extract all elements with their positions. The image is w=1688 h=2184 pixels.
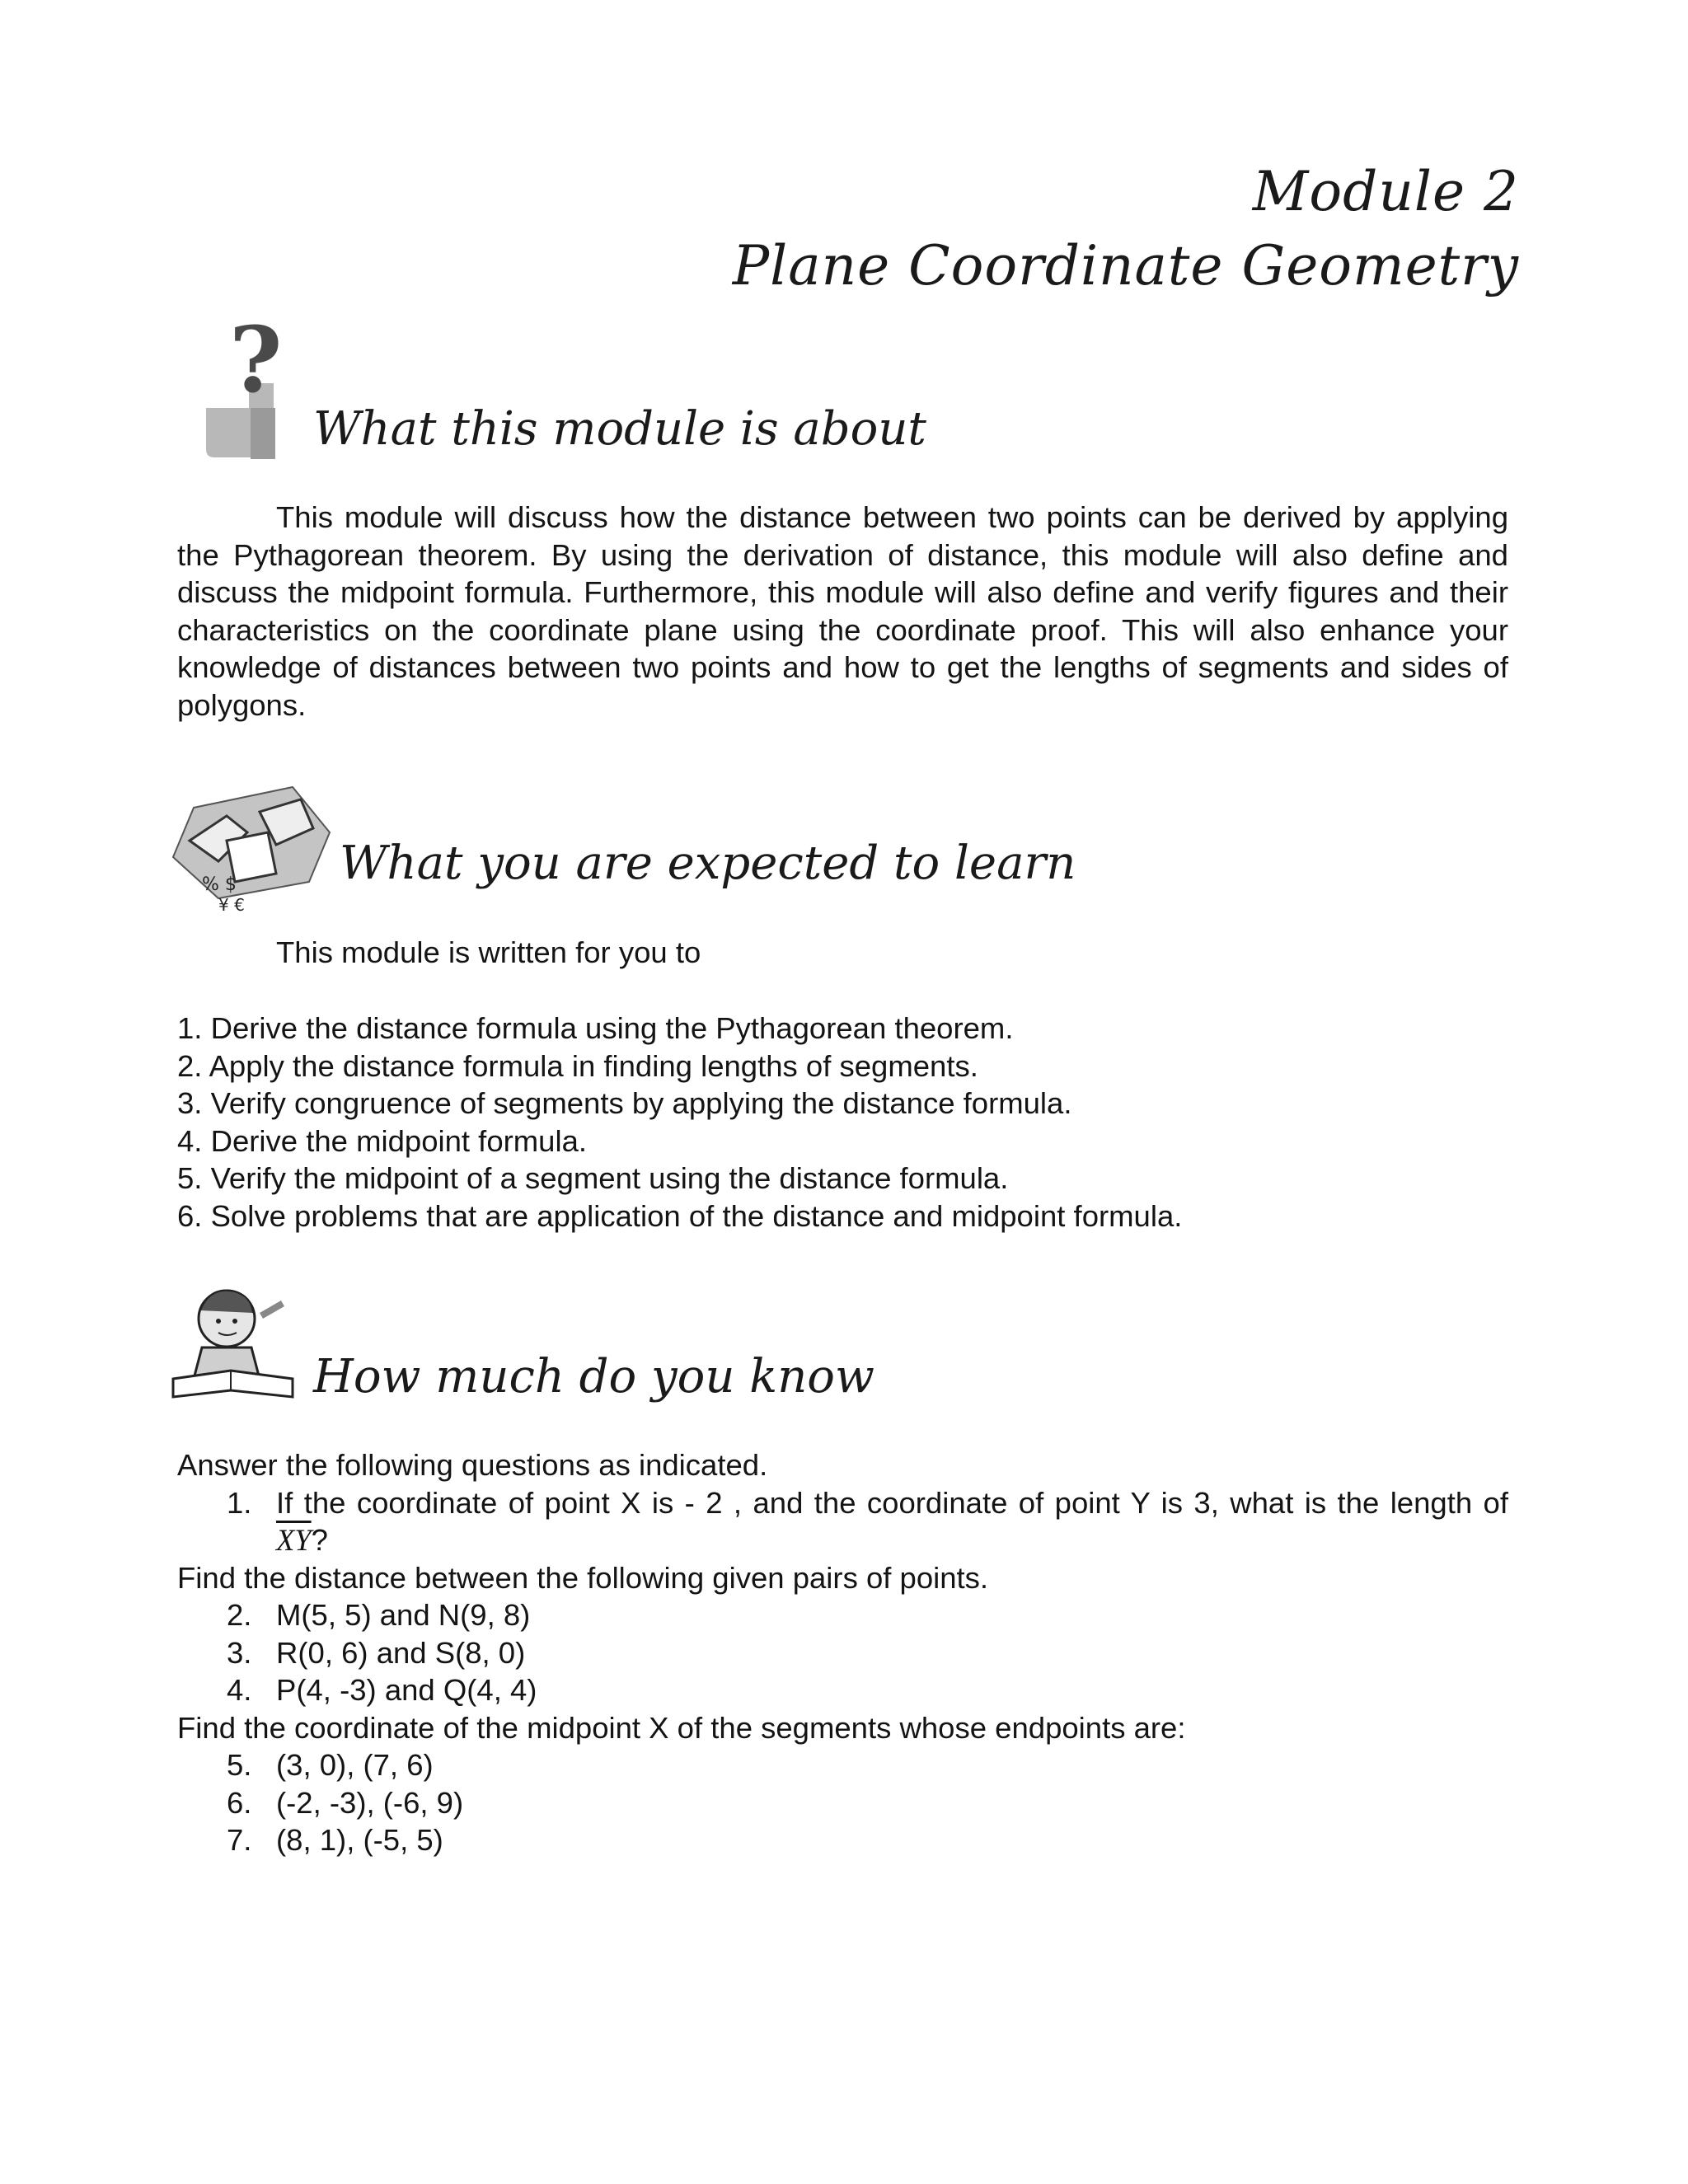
midpoint-instruction: Find the coordinate of the midpoint X of the segments whose endpoints are:	[177, 1710, 1186, 1745]
quiz-item-number: 6.	[227, 1785, 252, 1820]
learn-intro: This module is written for you to	[276, 935, 701, 969]
quiz-item-text: (-2, -3), (-6, 9)	[276, 1785, 464, 1820]
about-paragraph: This module will discuss how the distance between two points can be derived by applying the Pythagorean theorem. By using the derivation of distance, this module will also define and discuss the midpoint formula. Furthermore, this module will also define and verify figures and their characteristics on the coordinate plane using the coordinate proof. This will also enhance your knowledge of distances between two points and how to get the lengths of segments and sides of polygons.	[177, 500, 1508, 722]
objectives-list	[177, 1010, 1508, 1235]
quiz-item-number: 3.	[227, 1635, 252, 1670]
section-learn-heading: What you are expected to learn	[340, 837, 1076, 890]
quiz-item	[177, 1784, 1508, 1822]
objective-item: 1. Derive the distance formula using the Pythagorean theorem.	[177, 1011, 1014, 1045]
quiz-item-end: ?	[311, 1523, 328, 1557]
objective-item: 6. Solve problems that are application of the distance and midpoint formula.	[177, 1198, 1183, 1233]
quiz-item-text: R(0, 6) and S(8, 0)	[276, 1635, 526, 1670]
svg-text:?: ?	[229, 309, 283, 413]
quiz-item	[177, 1634, 1508, 1672]
objective-item: 2. Apply the distance formula in finding lengths of segments.	[177, 1048, 978, 1083]
objective-item: 4. Derive the midpoint formula.	[177, 1123, 588, 1158]
quiz-item-text: M(5, 5) and N(9, 8)	[276, 1598, 531, 1632]
quiz-item-number: 4.	[227, 1673, 252, 1707]
question-mark-icon	[191, 309, 298, 470]
distance-instruction: Find the distance between the following given pairs of points.	[177, 1560, 989, 1595]
quiz-item-text: If the coordinate of point X is - 2 , and the coordinate of point Y is 3, what is the length of	[276, 1485, 1508, 1520]
svg-text:¥ €: ¥ €	[218, 895, 245, 915]
segment-xy: $\overline{XY}$	[276, 1523, 312, 1557]
quiz-item	[177, 1484, 1508, 1559]
thinking-student-icon	[169, 1282, 301, 1405]
hands-chart-icon	[169, 783, 334, 915]
quiz-item-number: 2.	[227, 1598, 252, 1632]
quiz-item-text: (8, 1), (-5, 5)	[276, 1823, 443, 1857]
quiz-instruction: Answer the following questions as indicated.	[177, 1448, 768, 1482]
quiz-item-number: 7.	[227, 1823, 252, 1857]
objective-item: 5. Verify the midpoint of a segment using the distance formula.	[177, 1161, 1009, 1195]
module-title-block	[733, 155, 1519, 303]
module-title: Plane Coordinate Geometry	[732, 234, 1519, 298]
quiz-item	[177, 1596, 1508, 1634]
quiz-item-text: P(4, -3) and Q(4, 4)	[276, 1673, 537, 1707]
section-about-heading: What this module is about	[313, 402, 926, 456]
quiz-item	[177, 1821, 1508, 1859]
quiz-item-number: 5.	[227, 1748, 252, 1782]
section-know-heading: How much do you know	[313, 1350, 874, 1404]
quiz-item-number: 1.	[227, 1485, 252, 1520]
objective-item: 3. Verify congruence of segments by applying the distance formula.	[177, 1086, 1072, 1120]
module-number: Module 2	[1252, 160, 1519, 223]
quiz-item-text: (3, 0), (7, 6)	[276, 1748, 434, 1782]
quiz-block	[177, 1446, 1508, 1859]
quiz-item	[177, 1746, 1508, 1784]
quiz-item	[177, 1671, 1508, 1709]
svg-text:% $: % $	[202, 874, 237, 895]
